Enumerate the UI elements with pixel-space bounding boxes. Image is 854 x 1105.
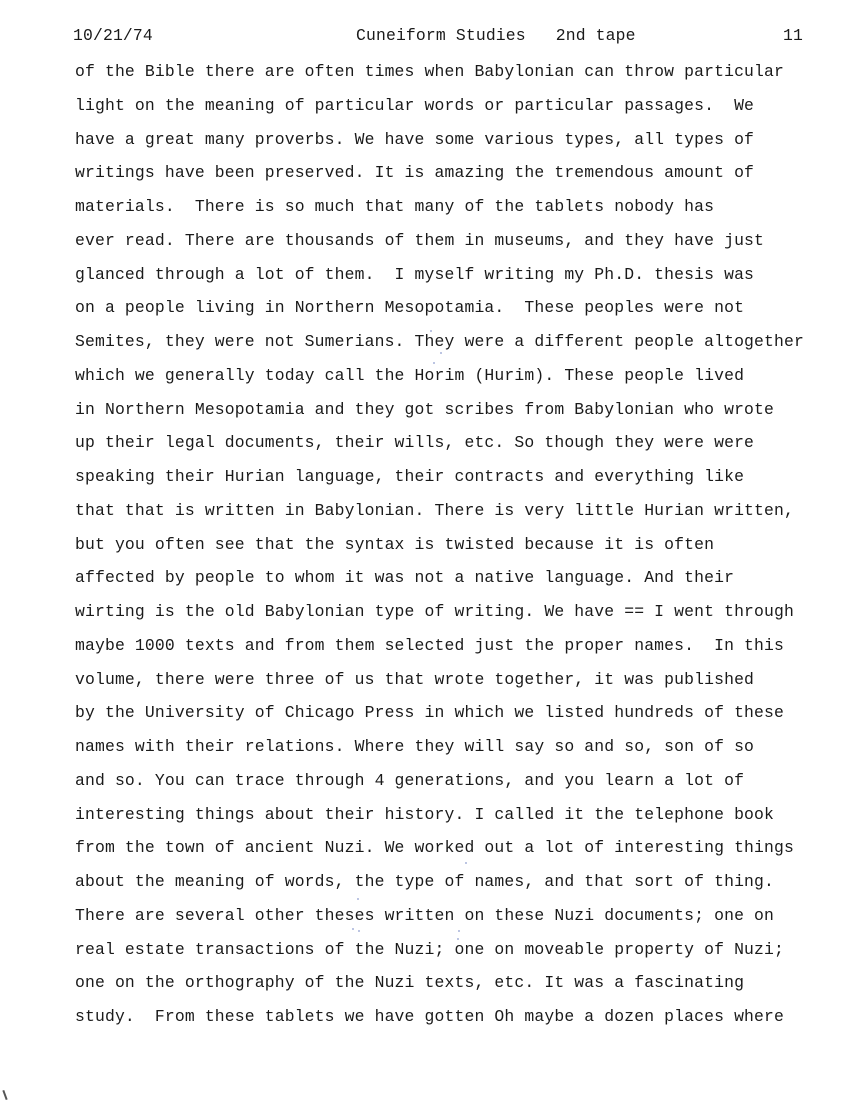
text-line: which we generally today call the Horim (Hurim). These people lived (75, 365, 745, 385)
ink-speck (465, 862, 467, 864)
text-line: study. From these tablets we have gotten Oh maybe a dozen places where (75, 1007, 785, 1026)
ink-speck (357, 898, 359, 900)
text-line: volume, there were three of us that wrote together, it was published (75, 669, 755, 689)
text-line: and so. You can trace through 4 generations, and you learn a lot of (75, 770, 745, 790)
transcript-body (75, 55, 835, 1034)
ink-speck (358, 930, 360, 932)
text-line: from the town of ancient Nuzi. We worked out a lot of interesting things (75, 838, 794, 858)
text-line: affected by people to whom it was not a native language. And their (75, 568, 735, 588)
text-line: glanced through a lot of them. I myself writing my Ph.D. thesis was (75, 264, 755, 284)
text-line: but you often see that the syntax is twisted because it is often (75, 534, 715, 554)
page-number: 11 (783, 26, 803, 45)
text-line: of the Bible there are often times when Babylonian can throw particular (75, 62, 785, 81)
text-line: materials. There is so much that many of the tablets nobody has (75, 197, 715, 216)
text-line: There are several other theses written on these Nuzi documents; one on (75, 905, 775, 925)
text-line: real estate transactions of the Nuzi; one on moveable property of Nuzi; (75, 939, 785, 959)
text-line: maybe 1000 texts and from them selected just the proper names. In this (75, 635, 785, 655)
text-line: light on the meaning of particular words or particular passages. We (75, 95, 755, 115)
text-line: names with their relations. Where they will say so and so, son of so (75, 737, 755, 756)
text-line: up their legal documents, their wills, etc. So though they were were (75, 433, 755, 453)
header-date: 10/21/74 (73, 26, 153, 45)
ink-speck (458, 930, 460, 932)
text-line: about the meaning of words, the type of names, and that sort of thing. (75, 872, 775, 891)
text-line: wirting is the old Babylonian type of writing. We have == I went through (75, 602, 794, 621)
text-line: one on the orthography of the Nuzi texts, etc. It was a fascinating (75, 973, 745, 993)
text-line: ever read. There are thousands of them in museums, and they have just (75, 230, 765, 250)
text-line: speaking their Hurian language, their contracts and everything like (75, 467, 745, 486)
text-line: have a great many proverbs. We have some various types, all types of (75, 129, 755, 149)
text-line: interesting things about their history. I called it the telephone book (75, 804, 775, 824)
ink-speck (457, 938, 459, 940)
ink-speck (352, 928, 354, 930)
text-line: Semites, they were not Sumerians. They were a different people altogether (75, 332, 804, 351)
ink-speck (433, 362, 435, 364)
ink-speck (440, 352, 442, 354)
margin-mark (2, 1090, 7, 1100)
text-line: writings have been preserved. It is amazing the tremendous amount of (75, 163, 755, 183)
page-header (0, 26, 854, 50)
header-title: Cuneiform Studies 2nd tape (356, 26, 636, 45)
text-line: by the University of Chicago Press in which we listed hundreds of these (75, 703, 785, 723)
text-line: that that is written in Babylonian. There is very little Hurian written, (75, 500, 794, 520)
ink-speck (430, 330, 432, 332)
text-line: on a people living in Northern Mesopotamia. These peoples were not (75, 298, 745, 318)
text-line: in Northern Mesopotamia and they got scribes from Babylonian who wrote (75, 399, 775, 419)
